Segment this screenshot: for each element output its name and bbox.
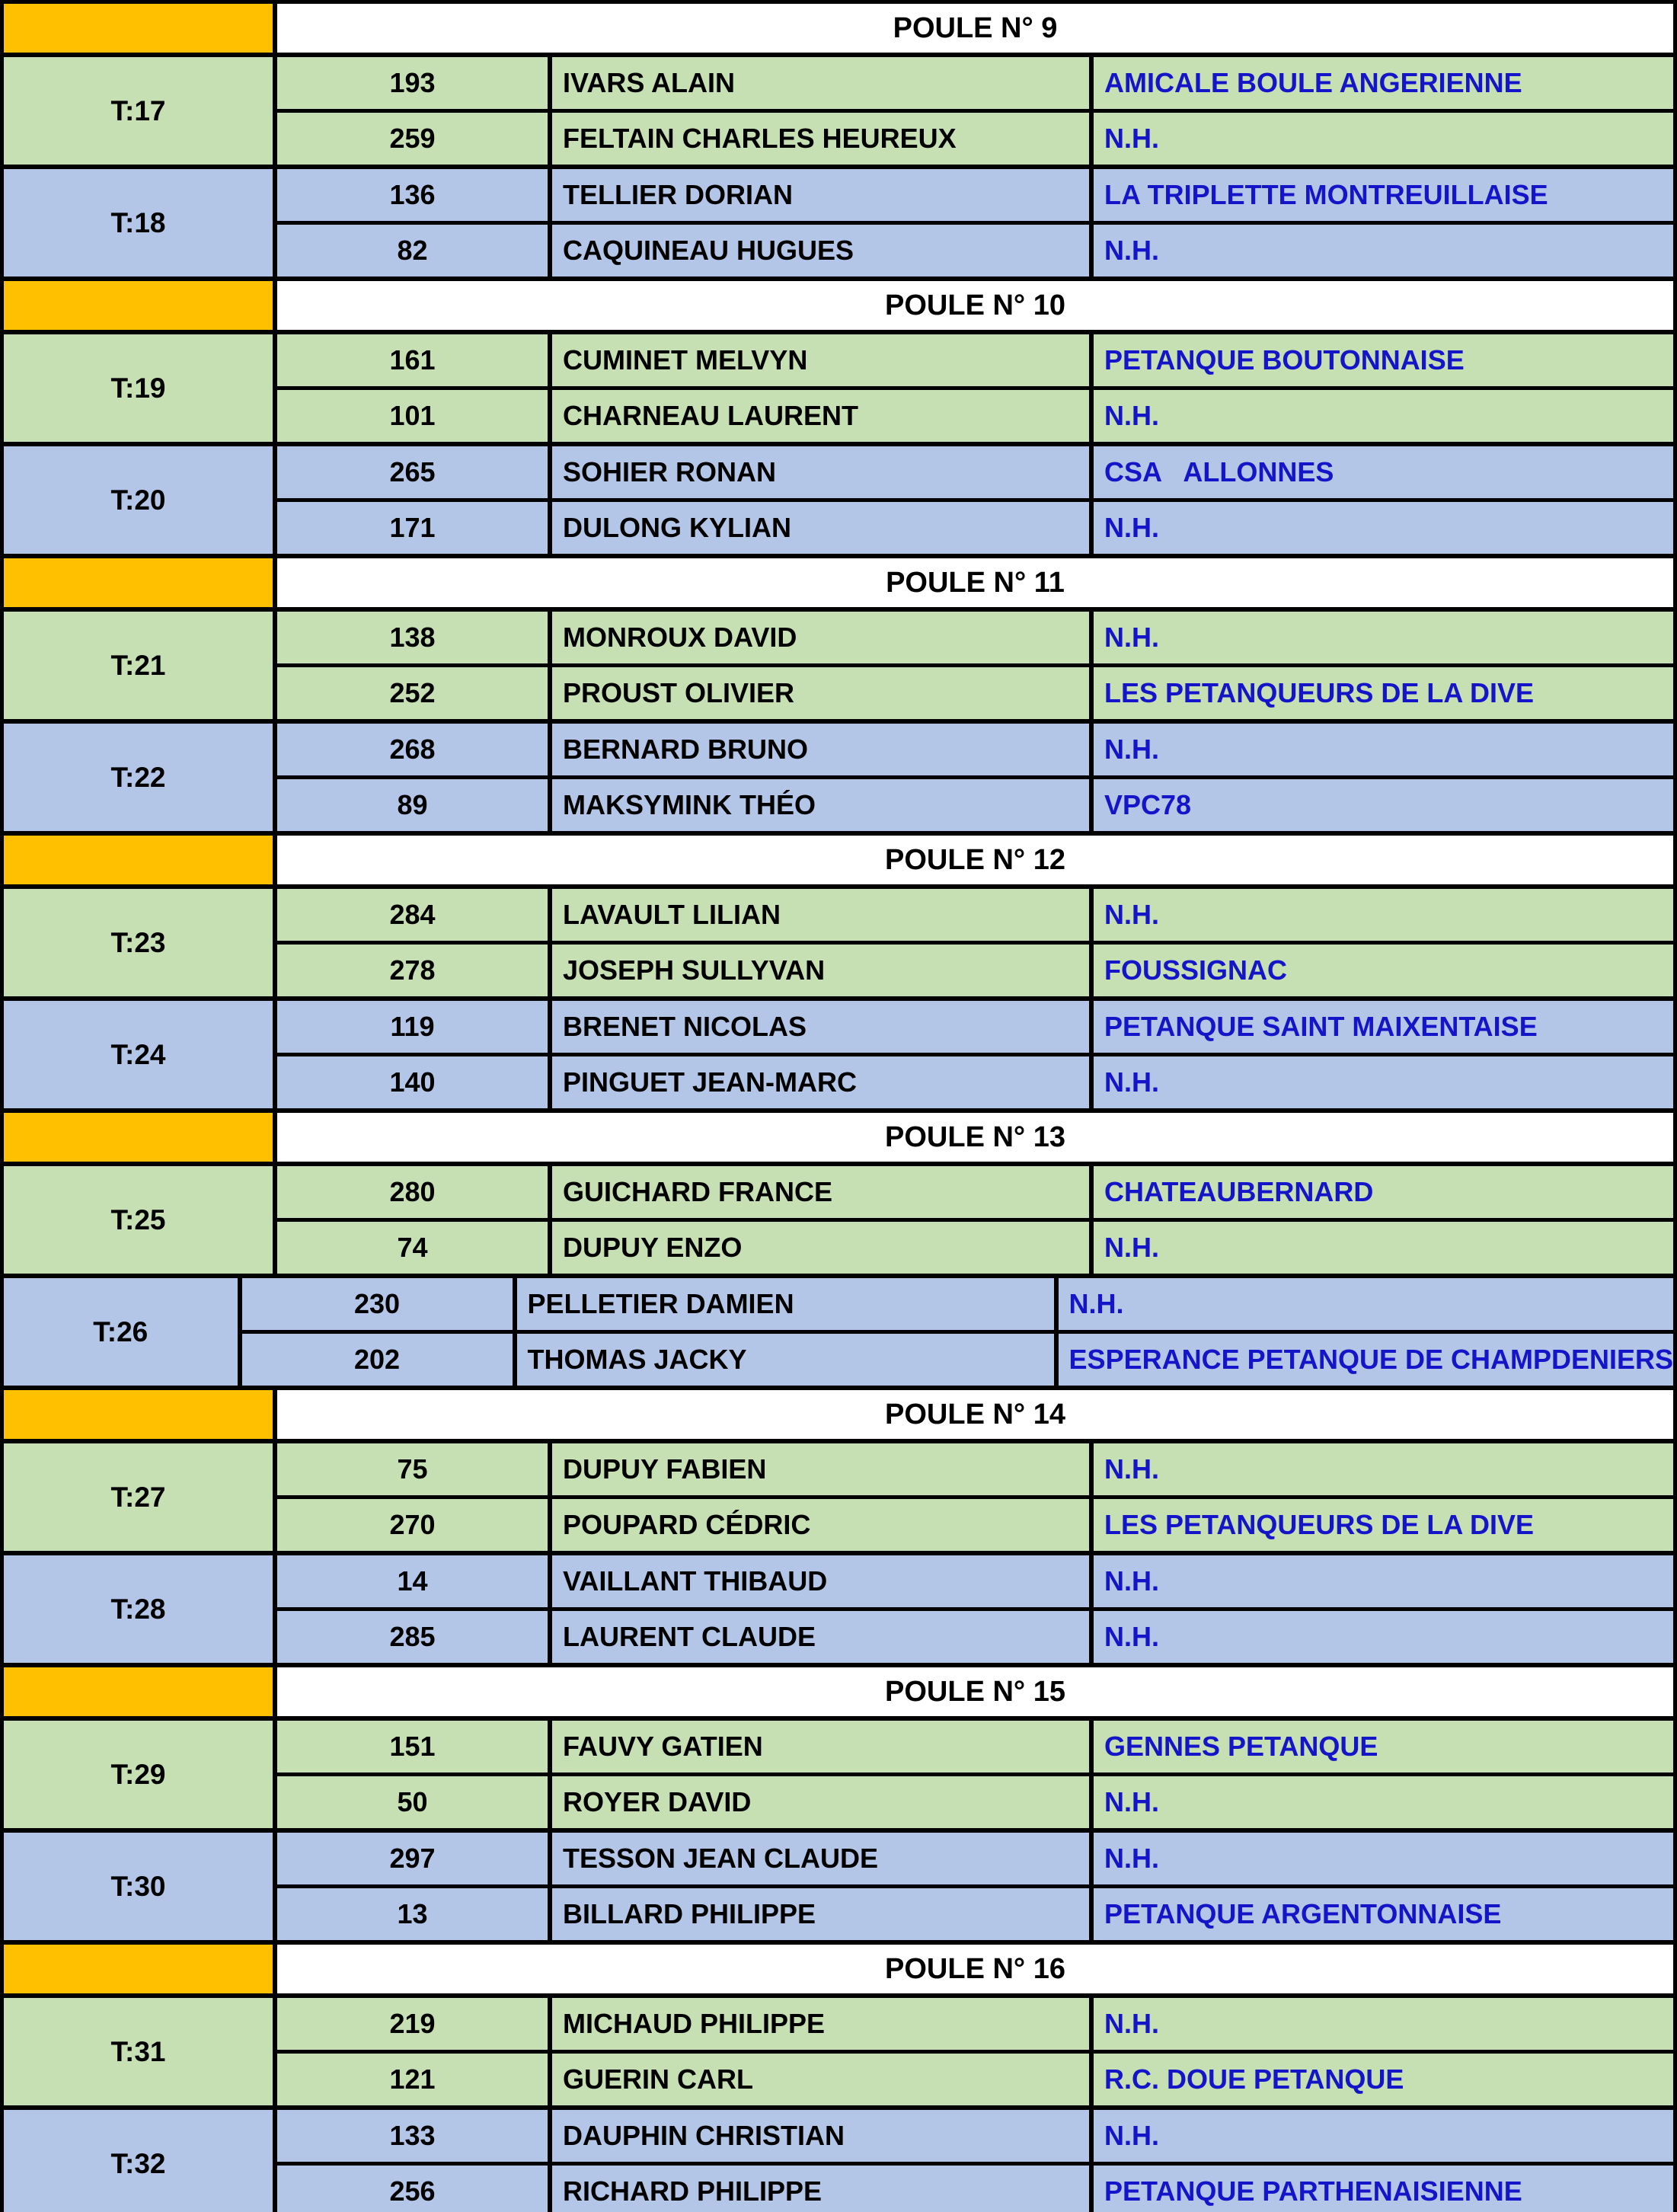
- terrain-rows: [277, 1998, 1673, 2105]
- terrain-rows: [277, 1001, 1673, 1108]
- terrain-label: T:29: [4, 1721, 273, 1828]
- terrain-label: T:26: [4, 1278, 238, 1386]
- terrain-block: [4, 169, 1673, 276]
- terrain-label: T:23: [4, 889, 273, 996]
- pool-section: [4, 4, 1673, 276]
- player-name: GUICHARD FRANCE: [552, 1166, 1089, 1218]
- player-club: VPC78: [1094, 779, 1673, 831]
- pool-section: [4, 1945, 1673, 2212]
- player-name: BILLARD PHILIPPE: [552, 1888, 1089, 1940]
- player-row: [277, 1499, 1673, 1551]
- player-number: 259: [277, 113, 548, 165]
- player-name: DUPUY ENZO: [552, 1222, 1089, 1274]
- player-club: N.H.: [1094, 612, 1673, 663]
- pool-header-row: [4, 558, 1673, 607]
- player-number: 74: [277, 1222, 548, 1274]
- player-row: [277, 2166, 1673, 2212]
- pool-section: [4, 1113, 1673, 1386]
- player-row: [277, 1888, 1673, 1940]
- pool-title: POULE N° 11: [277, 558, 1673, 607]
- player-number: 75: [277, 1443, 548, 1495]
- player-club: PETANQUE ARGENTONNAISE: [1094, 1888, 1673, 1940]
- pool-header-row: [4, 281, 1673, 330]
- player-number: 278: [277, 945, 548, 996]
- player-name: PINGUET JEAN-MARC: [552, 1056, 1089, 1108]
- terrain-label: T:22: [4, 724, 273, 831]
- player-club: N.H.: [1094, 1998, 1673, 2050]
- player-number: 193: [277, 57, 548, 109]
- terrain-rows: [277, 612, 1673, 719]
- pool-corner-cell: [4, 281, 273, 330]
- player-club: N.H.: [1094, 502, 1673, 554]
- player-club: CSA ALLONNES: [1094, 446, 1673, 498]
- player-club: AMICALE BOULE ANGERIENNE: [1094, 57, 1673, 109]
- terrain-block: [4, 1001, 1673, 1108]
- terrain-rows: [277, 1166, 1673, 1274]
- player-club: ESPERANCE PETANQUE DE CHAMPDENIERS: [1059, 1334, 1673, 1386]
- player-row: [277, 2110, 1673, 2162]
- player-number: 151: [277, 1721, 548, 1772]
- terrain-rows: [277, 1443, 1673, 1551]
- player-name: IVARS ALAIN: [552, 57, 1089, 109]
- pool-section: [4, 558, 1673, 831]
- terrain-label: T:27: [4, 1443, 273, 1551]
- player-club: N.H.: [1094, 113, 1673, 165]
- player-number: 161: [277, 334, 548, 386]
- terrain-block: [4, 57, 1673, 165]
- terrain-block: [4, 1278, 1673, 1386]
- pool-section: [4, 836, 1673, 1108]
- player-name: THOMAS JACKY: [517, 1334, 1054, 1386]
- pool-corner-cell: [4, 1667, 273, 1716]
- terrain-block: [4, 334, 1673, 442]
- pool-header-row: [4, 1667, 1673, 1716]
- player-name: PROUST OLIVIER: [552, 667, 1089, 719]
- player-club: CHATEAUBERNARD: [1094, 1166, 1673, 1218]
- terrain-rows: [277, 889, 1673, 996]
- player-club: N.H.: [1094, 1056, 1673, 1108]
- player-club: FOUSSIGNAC: [1094, 945, 1673, 996]
- player-name: LAURENT CLAUDE: [552, 1611, 1089, 1663]
- terrain-rows: [277, 169, 1673, 276]
- pool-header-row: [4, 1390, 1673, 1439]
- terrain-rows: [277, 2110, 1673, 2212]
- terrain-block: [4, 612, 1673, 719]
- player-name: DAUPHIN CHRISTIAN: [552, 2110, 1089, 2162]
- player-number: 268: [277, 724, 548, 775]
- pool-title: POULE N° 12: [277, 836, 1673, 884]
- player-number: 119: [277, 1001, 548, 1053]
- player-club: N.H.: [1094, 1555, 1673, 1607]
- player-club: LES PETANQUEURS DE LA DIVE: [1094, 667, 1673, 719]
- player-club: N.H.: [1094, 2110, 1673, 2162]
- player-row: [277, 889, 1673, 941]
- player-name: BRENET NICOLAS: [552, 1001, 1089, 1053]
- player-club: LES PETANQUEURS DE LA DIVE: [1094, 1499, 1673, 1551]
- terrain-rows: [277, 1555, 1673, 1663]
- pool-title: POULE N° 15: [277, 1667, 1673, 1716]
- player-row: [277, 446, 1673, 498]
- player-number: 121: [277, 2054, 548, 2105]
- pool-corner-cell: [4, 836, 273, 884]
- player-club: N.H.: [1094, 225, 1673, 276]
- terrain-rows: [277, 724, 1673, 831]
- player-name: ROYER DAVID: [552, 1776, 1089, 1828]
- player-club: N.H.: [1094, 390, 1673, 442]
- terrain-rows: [277, 1721, 1673, 1828]
- player-name: MONROUX DAVID: [552, 612, 1089, 663]
- pool-header-row: [4, 1945, 1673, 1993]
- player-name: POUPARD CÉDRIC: [552, 1499, 1089, 1551]
- player-name: DUPUY FABIEN: [552, 1443, 1089, 1495]
- player-number: 101: [277, 390, 548, 442]
- terrain-block: [4, 1555, 1673, 1663]
- player-name: CUMINET MELVYN: [552, 334, 1089, 386]
- pool-corner-cell: [4, 1113, 273, 1162]
- terrain-rows: [277, 1833, 1673, 1940]
- terrain-block: [4, 724, 1673, 831]
- terrain-label: T:20: [4, 446, 273, 554]
- player-name: GUERIN CARL: [552, 2054, 1089, 2105]
- terrain-label: T:18: [4, 169, 273, 276]
- player-name: TESSON JEAN CLAUDE: [552, 1833, 1089, 1884]
- player-number: 50: [277, 1776, 548, 1828]
- player-row: [277, 779, 1673, 831]
- terrain-block: [4, 1998, 1673, 2105]
- player-name: LAVAULT LILIAN: [552, 889, 1089, 941]
- pool-corner-cell: [4, 1945, 273, 1993]
- player-row: [277, 1166, 1673, 1218]
- player-number: 230: [242, 1278, 513, 1330]
- pool-title: POULE N° 16: [277, 1945, 1673, 1993]
- player-club: LA TRIPLETTE MONTREUILLAISE: [1094, 169, 1673, 221]
- player-number: 133: [277, 2110, 548, 2162]
- player-row: [277, 1056, 1673, 1108]
- terrain-label: T:17: [4, 57, 273, 165]
- player-row: [277, 2054, 1673, 2105]
- player-row: [277, 169, 1673, 221]
- player-number: 256: [277, 2166, 548, 2212]
- player-row: [277, 1721, 1673, 1772]
- player-club: PETANQUE SAINT MAIXENTAISE: [1094, 1001, 1673, 1053]
- player-row: [277, 334, 1673, 386]
- player-number: 219: [277, 1998, 548, 2050]
- terrain-label: T:30: [4, 1833, 273, 1940]
- player-number: 284: [277, 889, 548, 941]
- player-number: 13: [277, 1888, 548, 1940]
- player-number: 14: [277, 1555, 548, 1607]
- terrain-block: [4, 1721, 1673, 1828]
- player-row: [277, 667, 1673, 719]
- player-number: 138: [277, 612, 548, 663]
- player-row: [277, 502, 1673, 554]
- pool-header-row: [4, 836, 1673, 884]
- player-row: [277, 945, 1673, 996]
- player-name: VAILLANT THIBAUD: [552, 1555, 1089, 1607]
- terrain-label: T:19: [4, 334, 273, 442]
- player-number: 140: [277, 1056, 548, 1108]
- player-row: [242, 1278, 1673, 1330]
- player-name: JOSEPH SULLYVAN: [552, 945, 1089, 996]
- player-name: BERNARD BRUNO: [552, 724, 1089, 775]
- pool-title: POULE N° 14: [277, 1390, 1673, 1439]
- player-row: [277, 1001, 1673, 1053]
- terrain-label: T:21: [4, 612, 273, 719]
- player-row: [277, 1555, 1673, 1607]
- player-name: MICHAUD PHILIPPE: [552, 1998, 1089, 2050]
- player-row: [242, 1334, 1673, 1386]
- player-row: [277, 225, 1673, 276]
- player-club: N.H.: [1094, 1443, 1673, 1495]
- player-number: 265: [277, 446, 548, 498]
- pool-header-row: [4, 1113, 1673, 1162]
- terrain-rows: [277, 57, 1673, 165]
- player-name: TELLIER DORIAN: [552, 169, 1089, 221]
- player-row: [277, 1833, 1673, 1884]
- player-row: [277, 1611, 1673, 1663]
- player-name: PELLETIER DAMIEN: [517, 1278, 1054, 1330]
- pool-corner-cell: [4, 558, 273, 607]
- player-club: N.H.: [1094, 1611, 1673, 1663]
- player-club: PETANQUE PARTHENAISIENNE: [1094, 2166, 1673, 2212]
- player-name: DULONG KYLIAN: [552, 502, 1089, 554]
- player-club: PETANQUE BOUTONNAISE: [1094, 334, 1673, 386]
- pool-corner-cell: [4, 4, 273, 53]
- terrain-block: [4, 1166, 1673, 1274]
- player-club: R.C. DOUE PETANQUE: [1094, 2054, 1673, 2105]
- player-row: [277, 57, 1673, 109]
- player-number: 136: [277, 169, 548, 221]
- player-number: 285: [277, 1611, 548, 1663]
- player-number: 280: [277, 1166, 548, 1218]
- player-row: [277, 1776, 1673, 1828]
- player-row: [277, 724, 1673, 775]
- terrain-block: [4, 1443, 1673, 1551]
- terrain-label: T:31: [4, 1998, 273, 2105]
- player-name: SOHIER RONAN: [552, 446, 1089, 498]
- player-number: 82: [277, 225, 548, 276]
- pool-header-row: [4, 4, 1673, 53]
- player-name: FELTAIN CHARLES HEUREUX: [552, 113, 1089, 165]
- player-number: 270: [277, 1499, 548, 1551]
- player-club: N.H.: [1094, 724, 1673, 775]
- pool-section: [4, 281, 1673, 554]
- player-row: [277, 113, 1673, 165]
- pool-section: [4, 1667, 1673, 1940]
- player-name: FAUVY GATIEN: [552, 1721, 1089, 1772]
- pool-title: POULE N° 10: [277, 281, 1673, 330]
- terrain-block: [4, 889, 1673, 996]
- pool-title: POULE N° 13: [277, 1113, 1673, 1162]
- player-name: RICHARD PHILIPPE: [552, 2166, 1089, 2212]
- terrain-label: T:28: [4, 1555, 273, 1663]
- player-name: MAKSYMINK THÉO: [552, 779, 1089, 831]
- player-name: CAQUINEAU HUGUES: [552, 225, 1089, 276]
- player-name: CHARNEAU LAURENT: [552, 390, 1089, 442]
- player-row: [277, 390, 1673, 442]
- player-number: 89: [277, 779, 548, 831]
- pool-title: POULE N° 9: [277, 4, 1673, 53]
- player-number: 202: [242, 1334, 513, 1386]
- player-row: [277, 1998, 1673, 2050]
- player-club: N.H.: [1059, 1278, 1673, 1330]
- terrain-rows: [242, 1278, 1673, 1386]
- player-club: N.H.: [1094, 1833, 1673, 1884]
- terrain-rows: [277, 334, 1673, 442]
- player-number: 171: [277, 502, 548, 554]
- terrain-rows: [277, 446, 1673, 554]
- player-row: [277, 612, 1673, 663]
- player-row: [277, 1222, 1673, 1274]
- terrain-block: [4, 2110, 1673, 2212]
- terrain-label: T:32: [4, 2110, 273, 2212]
- terrain-label: T:24: [4, 1001, 273, 1108]
- player-club: N.H.: [1094, 1222, 1673, 1274]
- pool-section: [4, 1390, 1673, 1663]
- terrain-block: [4, 446, 1673, 554]
- player-number: 252: [277, 667, 548, 719]
- player-row: [277, 1443, 1673, 1495]
- player-club: N.H.: [1094, 1776, 1673, 1828]
- player-club: N.H.: [1094, 889, 1673, 941]
- terrain-label: T:25: [4, 1166, 273, 1274]
- player-number: 297: [277, 1833, 548, 1884]
- player-club: GENNES PETANQUE: [1094, 1721, 1673, 1772]
- pool-corner-cell: [4, 1390, 273, 1439]
- terrain-block: [4, 1833, 1673, 1940]
